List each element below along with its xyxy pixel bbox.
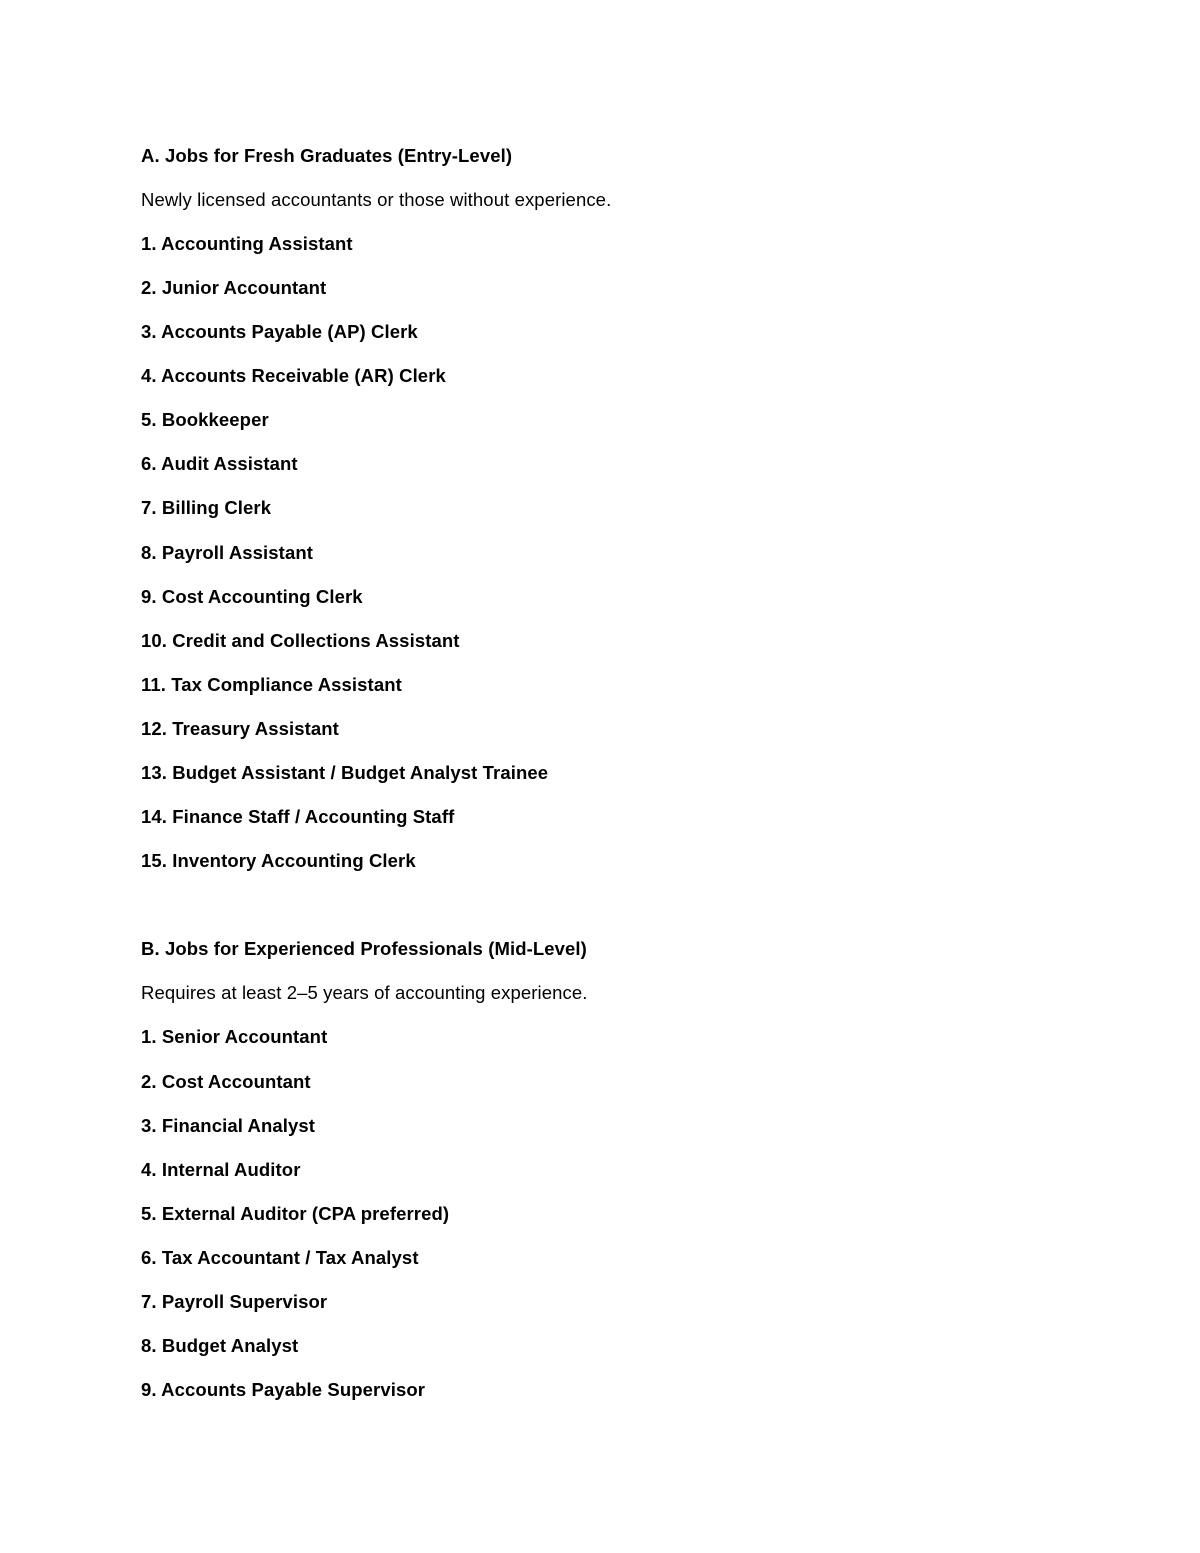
- list-item: 5. Bookkeeper: [141, 409, 269, 430]
- list-item: 3. Financial Analyst: [141, 1115, 316, 1136]
- list-item: 9. Cost Accounting Clerk: [141, 586, 363, 607]
- section-b-heading: B. Jobs for Experienced Professionals (Mid-Level): [141, 938, 587, 959]
- list-item: 11. Tax Compliance Assistant: [141, 674, 402, 695]
- list-item: 3. Accounts Payable (AP) Clerk: [141, 321, 418, 342]
- list-item: 1. Accounting Assistant: [141, 233, 353, 254]
- list-item: 10. Credit and Collections Assistant: [141, 630, 460, 651]
- list-item: 7. Billing Clerk: [141, 497, 272, 518]
- list-item: 8. Budget Analyst: [141, 1335, 299, 1356]
- list-item: 7. Payroll Supervisor: [141, 1291, 328, 1312]
- section-b-description: Requires at least 2–5 years of accounting experience.: [141, 982, 588, 1003]
- list-item: 14. Finance Staff / Accounting Staff: [141, 806, 455, 827]
- list-item: 8. Payroll Assistant: [141, 542, 313, 563]
- list-item: 9. Accounts Payable Supervisor: [141, 1379, 426, 1400]
- list-item: 13. Budget Assistant / Budget Analyst Trainee: [141, 762, 549, 783]
- section-a-heading: A. Jobs for Fresh Graduates (Entry-Level): [141, 145, 513, 166]
- list-item: 4. Accounts Receivable (AR) Clerk: [141, 365, 446, 386]
- list-item: 1. Senior Accountant: [141, 1026, 328, 1047]
- list-item: 12. Treasury Assistant: [141, 718, 339, 739]
- list-item: 4. Internal Auditor: [141, 1159, 301, 1180]
- section-a-description: Newly licensed accountants or those without experience.: [141, 189, 612, 210]
- list-item: 6. Audit Assistant: [141, 453, 298, 474]
- list-item: 5. External Auditor (CPA preferred): [141, 1203, 450, 1224]
- list-item: 2. Cost Accountant: [141, 1071, 311, 1092]
- list-item: 6. Tax Accountant / Tax Analyst: [141, 1247, 419, 1268]
- list-item: 2. Junior Accountant: [141, 277, 327, 298]
- list-item: 15. Inventory Accounting Clerk: [141, 850, 416, 871]
